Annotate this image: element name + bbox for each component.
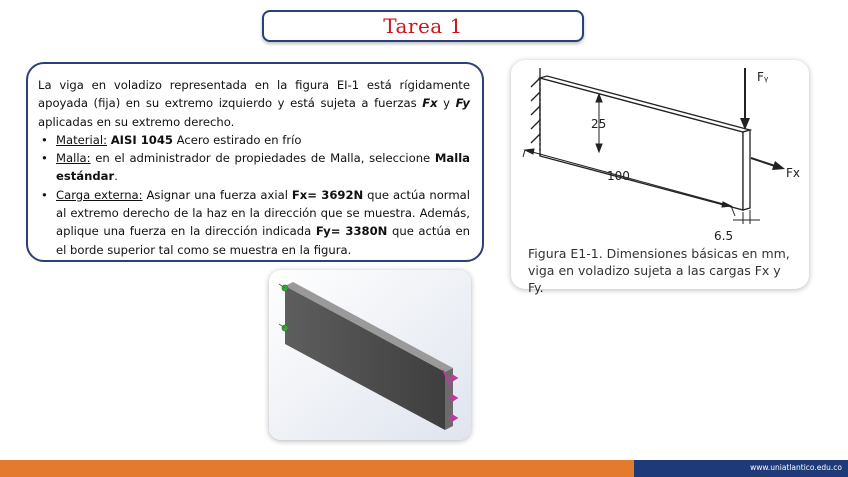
malla-text: en el administrador de propiedades de Malla, seleccione <box>90 151 435 166</box>
dim-length-label: 100 <box>607 169 630 183</box>
figure-caption: Figura E1-1. Dimensiones básicas en mm, viga en voladizo sujeta a las cargas Fx y Fy. <box>528 246 790 295</box>
intro-text-1: La viga en voladizo representada en la figura EI-1 está rígidamente apoyada (fija) en su extremo izquierdo y está sujeta a fuerzas <box>38 78 470 111</box>
fixed-wall <box>531 68 540 143</box>
carga-text-3: que actúa en el borde superior tal como se muestra en la figura. <box>56 224 470 257</box>
carga-text-1: Asignar una fuerza axial <box>142 187 292 202</box>
thickness-dimension <box>733 210 760 224</box>
requirements-list <box>38 131 470 259</box>
force-fy-label: Fᵧ <box>757 70 769 84</box>
carga-fy-value: Fy= 3380N <box>315 224 388 239</box>
description-box <box>26 62 484 262</box>
dim-thickness-label: 6.5 <box>714 229 734 243</box>
carga-text-2: que actúa normal al extremo derecho de la haz en la dirección que se muestra. Además, aplique una fuerza en la dirección indicada <box>56 187 470 239</box>
title-box <box>262 10 584 42</box>
footer-bar-orange <box>0 460 634 477</box>
material-label: Material: <box>56 132 108 147</box>
intro-text-2: y <box>437 96 456 111</box>
force-fx-label: Fx <box>786 166 801 180</box>
intro-fx: Fx <box>422 96 438 111</box>
render-card <box>269 270 471 440</box>
dim-height-label: 25 <box>591 117 607 131</box>
page-title: Tarea 1 <box>383 14 463 38</box>
beam <box>540 76 750 210</box>
malla-label: Malla: <box>56 151 91 166</box>
force-fx-arrow <box>751 158 785 170</box>
malla-end: . <box>114 169 118 184</box>
material-value: AISI 1045 <box>110 132 173 147</box>
footer-url: www.uniatlantico.edu.co <box>750 463 842 472</box>
force-fy-arrow <box>740 68 750 130</box>
malla-value: Malla estándar <box>56 151 470 184</box>
material-desc: Acero estirado en frío <box>172 132 302 147</box>
carga-label: Carga externa: <box>56 187 143 202</box>
list-item-malla <box>38 149 470 186</box>
intro-paragraph <box>38 76 470 131</box>
carga-fx-value: Fx= 3692N <box>291 187 364 202</box>
list-item-material <box>38 131 470 149</box>
intro-text-3: aplicadas en su extremo derecho. <box>38 114 235 129</box>
beam-3d-render <box>269 270 471 440</box>
list-item-carga <box>38 186 470 259</box>
intro-fy: Fy <box>455 96 470 111</box>
